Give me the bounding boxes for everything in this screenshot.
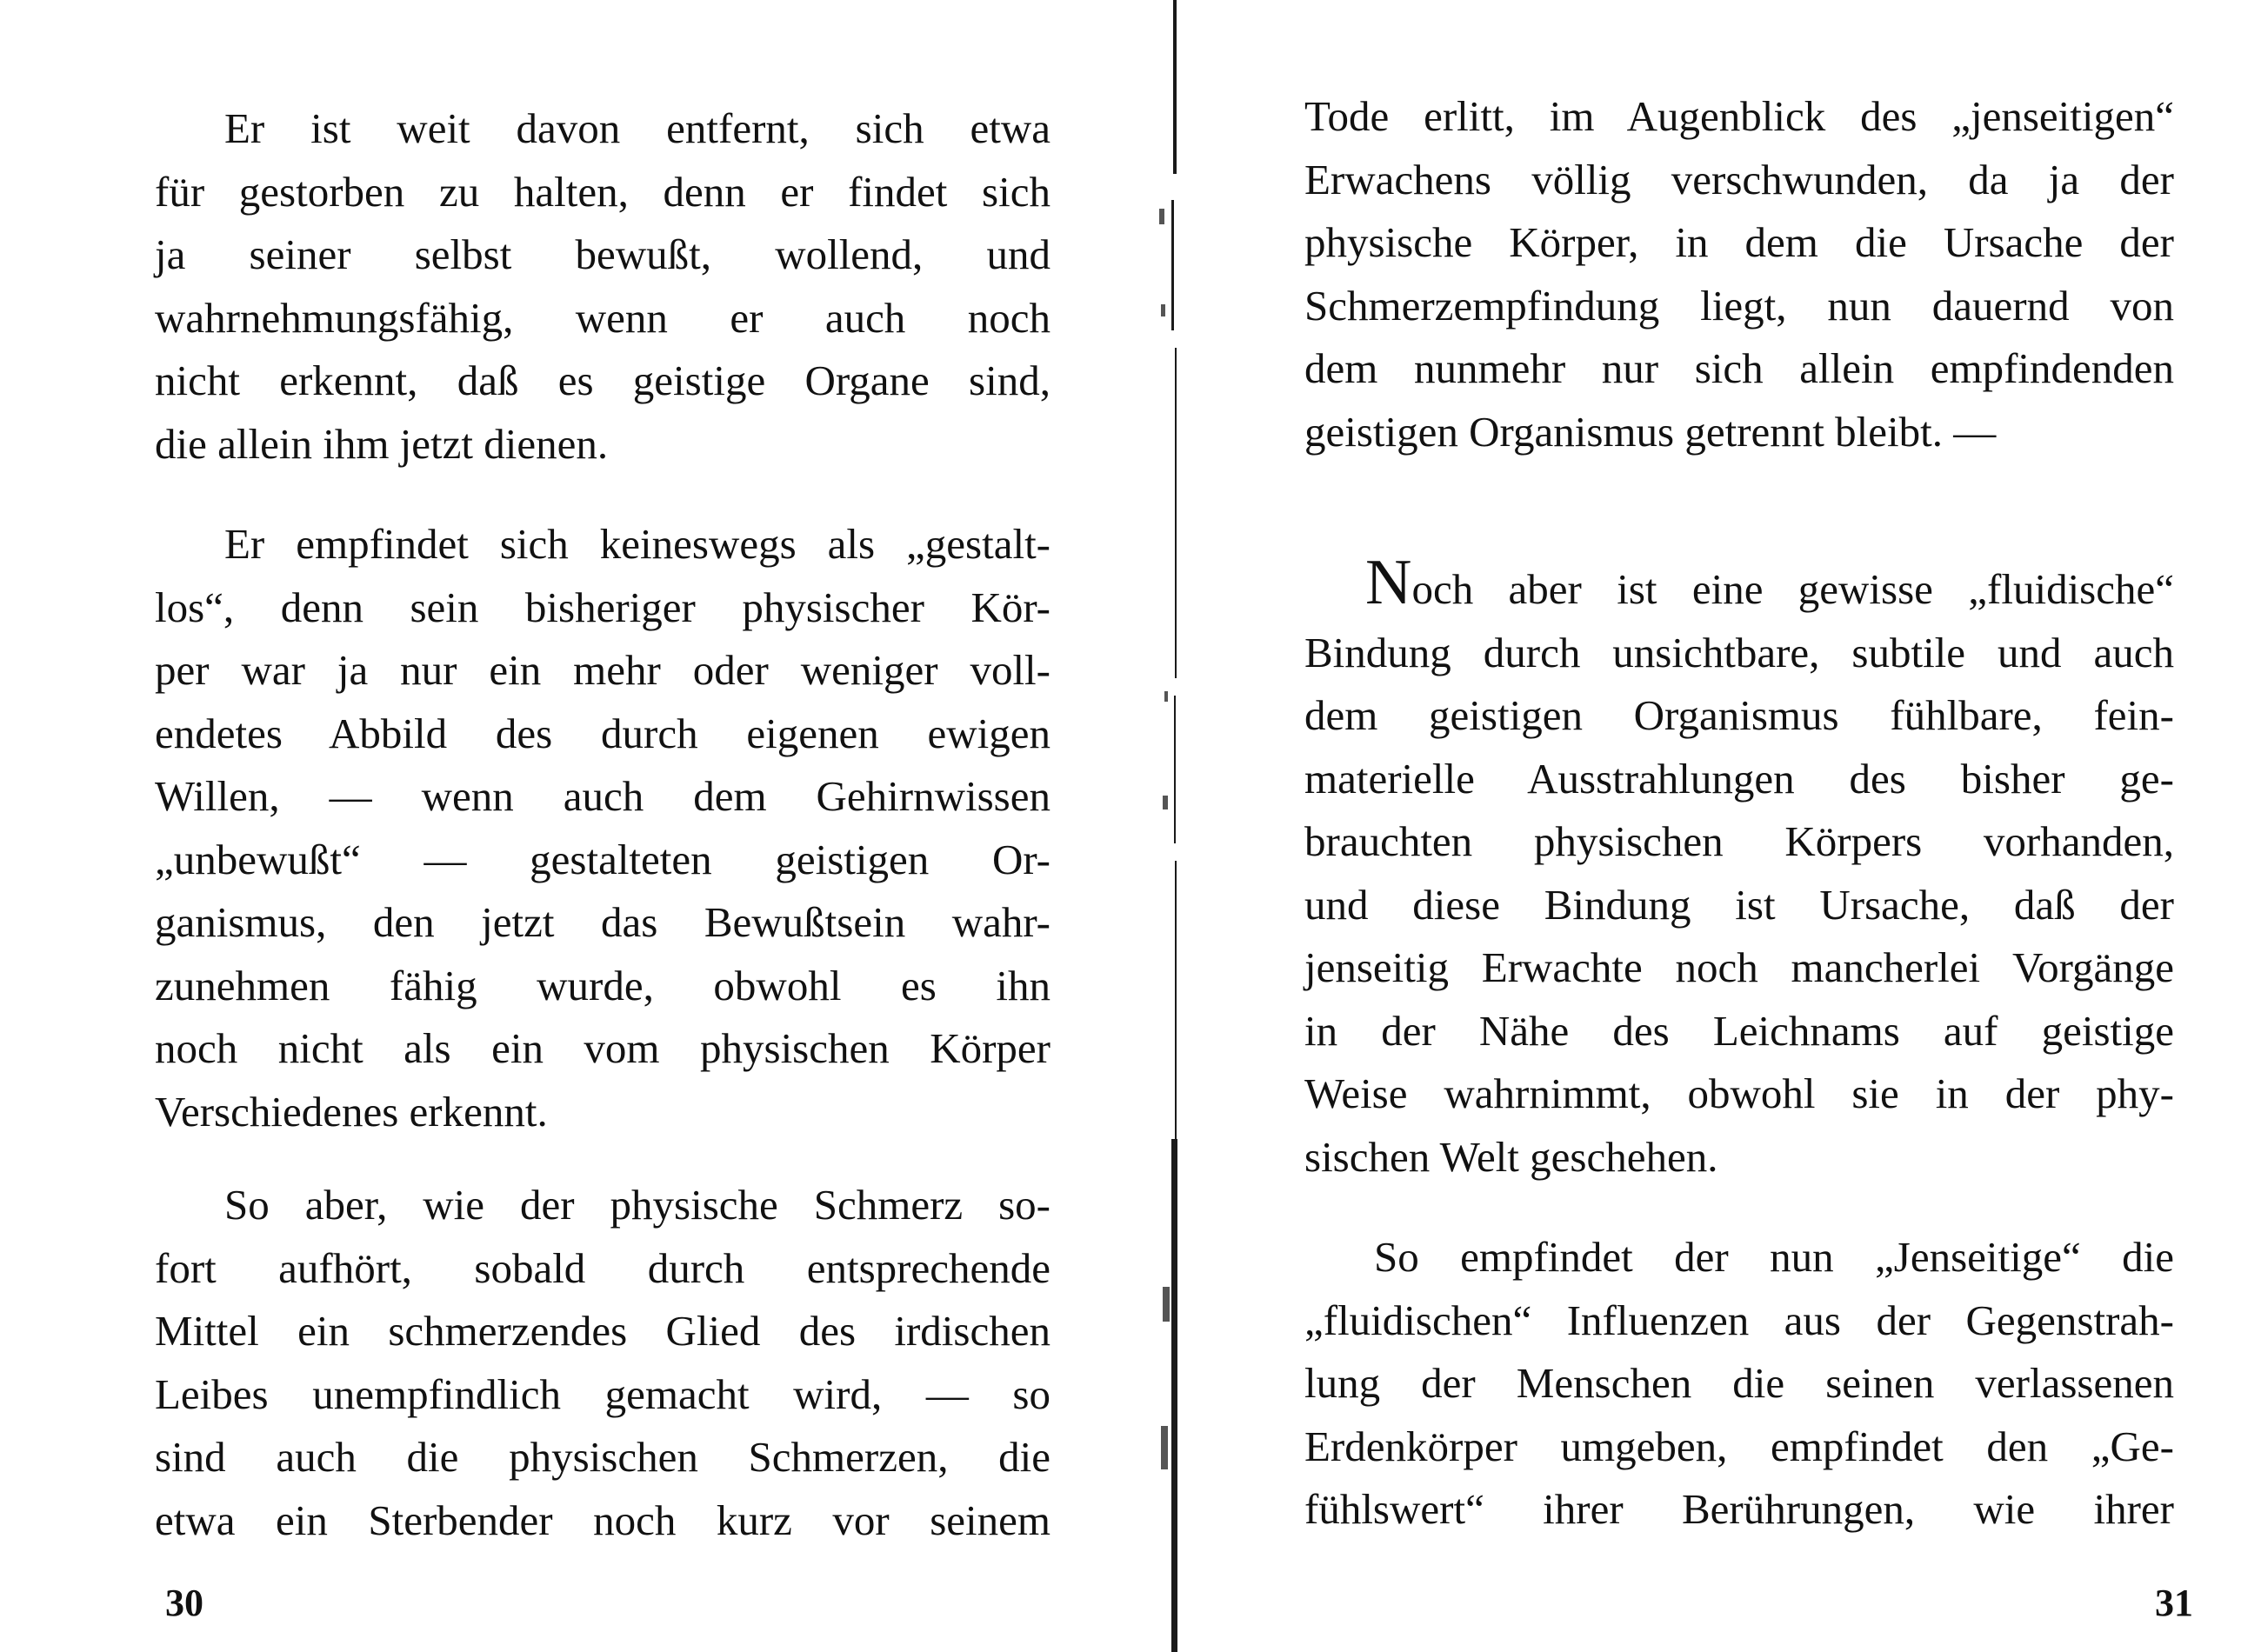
text-line: sischen Welt geschehen. — [1304, 1132, 1718, 1181]
text-line: in der Nähe des Leichnams auf geistige — [1304, 1006, 2174, 1055]
text-line: lung der Menschen die seinen verlassenen — [1304, 1359, 2174, 1407]
right-paragraph-2 — [1304, 547, 2174, 1189]
text-line: „fluidischen“ Influenzen aus der Gegenstrah- — [1304, 1296, 2174, 1344]
gutter-speck — [1159, 209, 1164, 224]
text-line: brauchten physischen Körpers vorhanden, — [1304, 817, 2174, 865]
text-line: sind auch die physischen Schmerzen, die — [155, 1433, 1050, 1481]
left-paragraph-3 — [155, 1174, 1050, 1552]
text-line: Tode erlitt, im Augenblick des „jenseitigen“ — [1304, 92, 2174, 140]
text-line: nicht erkennt, daß es geistige Organe sind, — [155, 356, 1050, 404]
gutter-shadow-line — [1174, 696, 1176, 843]
text-line: Erdenkörper umgeben, empfindet den „Ge- — [1304, 1422, 2174, 1470]
text-line: „unbewußt“ — gestalteten geistigen Or- — [155, 835, 1050, 883]
gutter-speck — [1163, 1287, 1170, 1322]
text-line: physische Körper, in dem die Ursache der — [1304, 218, 2174, 266]
text-line: Erwachens völlig verschwunden, da ja der — [1304, 155, 2174, 203]
text-line: materielle Ausstrahlungen des bisher ge- — [1304, 754, 2174, 803]
text-line: etwa ein Sterbender noch kurz vor seinem — [155, 1495, 1050, 1544]
text-line: ganismus, den jetzt das Bewußtsein wahr- — [155, 898, 1050, 946]
text-line: endetes Abbild des durch eigenen ewigen — [155, 709, 1050, 757]
text-line: So aber, wie der physische Schmerz so- — [224, 1181, 1050, 1229]
text-line: geistigen Organismus getrennt bleibt. — — [1304, 407, 1997, 456]
text-line: Er ist weit davon entfernt, sich etwa — [224, 104, 1050, 152]
book-gutter — [1152, 0, 1196, 1652]
text-line: noch nicht als ein vom physischen Körper — [155, 1024, 1050, 1072]
gutter-shadow-line — [1173, 0, 1177, 174]
gutter-shadow-line — [1175, 861, 1177, 1139]
text-line: Weise wahrnimmt, obwohl sie in der phy- — [1304, 1069, 2174, 1117]
text-line: Leibes unempfindlich gemacht wird, — so — [155, 1369, 1050, 1418]
text-line: fort aufhört, sobald durch entsprechende — [155, 1243, 1050, 1292]
gutter-shadow-line — [1175, 348, 1177, 678]
text-line: und diese Bindung ist Ursache, daß der — [1304, 880, 2174, 929]
text-line: So empfindet der nun „Jenseitige“ die — [1374, 1233, 2174, 1281]
gutter-shadow-line — [1171, 200, 1174, 330]
text-line — [1304, 547, 2174, 622]
right-paragraph-1 — [1304, 85, 2174, 463]
text-line-rest: och aber ist eine gewisse „fluidische“ — [1411, 565, 2174, 613]
left-paragraph-1 — [155, 97, 1050, 476]
right-paragraph-3 — [1304, 1226, 2174, 1542]
gutter-speck — [1161, 1426, 1168, 1469]
left-paragraph-2 — [155, 513, 1050, 1143]
text-line: per war ja nur ein mehr oder weniger voll- — [155, 646, 1050, 694]
text-line: fühlswert“ ihrer Berührungen, wie ihrer — [1304, 1485, 2174, 1533]
gutter-speck — [1161, 304, 1165, 316]
text-line: ja seiner selbst bewußt, wollend, und — [155, 230, 1050, 278]
text-line: Schmerzempfindung liegt, nun dauernd von — [1304, 281, 2174, 330]
text-line: Verschiedenes erkennt. — [155, 1087, 548, 1136]
text-line: zunehmen fähig wurde, obwohl es ihn — [155, 961, 1050, 1009]
text-line: dem geistigen Organismus fühlbare, fein- — [1304, 691, 2174, 739]
gutter-speck — [1163, 796, 1168, 809]
page-number: 31 — [2155, 1582, 2193, 1624]
text-line: los“, denn sein bisheriger physischer Kör- — [155, 583, 1050, 631]
text-line: Mittel ein schmerzendes Glied des irdischen — [155, 1307, 1050, 1355]
text-line: die allein ihm jetzt dienen. — [155, 419, 609, 468]
drop-cap: N — [1365, 547, 1412, 618]
right-page — [1191, 0, 2261, 1652]
text-line: jenseitig Erwachte noch mancherlei Vorgänge — [1304, 943, 2174, 991]
text-line: Willen, — wenn auch dem Gehirnwissen — [155, 772, 1050, 820]
text-line: für gestorben zu halten, denn er findet sich — [155, 167, 1050, 216]
page-number: 30 — [165, 1582, 203, 1624]
text-line: dem nunmehr nur sich allein empfindenden — [1304, 344, 2174, 392]
gutter-shadow-line — [1171, 1139, 1177, 1652]
gutter-speck — [1164, 691, 1168, 702]
text-line: Er empfindet sich keineswegs als „gestalt- — [224, 520, 1050, 568]
text-line: wahrnehmungsfähig, wenn er auch noch — [155, 293, 1050, 342]
text-line: Bindung durch unsichtbare, subtile und auch — [1304, 628, 2174, 676]
